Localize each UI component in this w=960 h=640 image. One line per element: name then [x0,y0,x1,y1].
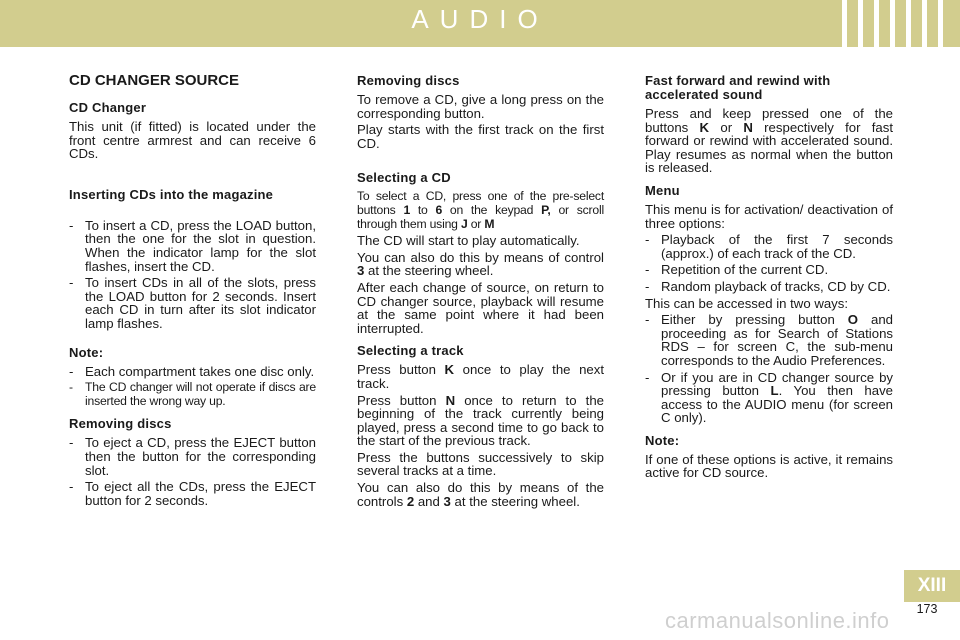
menu-options-list [645,233,893,293]
selecting-track-text: Press button N once to return to the beginning of the track currently being played, press a second time to go back to the start of the previous track. [357,392,604,449]
column-2 [357,74,604,511]
cd-changer-title: CD Changer [69,100,147,115]
header-stripe [922,0,927,47]
list-item: - To eject all the CDs, press the EJECT button for 2 seconds. [69,479,316,508]
list-item: - To eject a CD, press the EJECT button then the button for the corresponding slot. [69,435,316,478]
note-title: Note: [645,432,680,448]
selecting-track-text: Press button K once to play the next track. [357,362,604,391]
cd-changer-text: This unit (if fitted) is located under the front centre armrest and can receive 6 CDs. [69,119,316,162]
removing-text: Play starts with the first track on the first CD. [357,122,604,151]
removing-list [69,436,316,507]
list-item: - Each compartment takes one disc only. [69,363,315,379]
section-heading: CD CHANGER SOURCE [69,72,240,89]
selecting-track-text: You can also do this by means of the controls 2 and 3 at the steering wheel. [357,480,604,509]
chapter-tab: XIII [904,570,960,602]
fast-forward-text: Press and keep pressed one of the buttons K or N respectively for fast forward or rewind with accelerated sound. Play resumes as normal when the button is released. [645,106,893,176]
selecting-track-text: Press the buttons successively to skip several tracks at a time. [357,449,604,479]
list-item: - To insert CDs in all of the slots, press the LOAD button for 2 seconds. Insert each CD in turn after its slot indicator lamp flashes. [69,275,316,331]
header-stripe [874,0,879,47]
removing-title: Removing discs [69,416,172,432]
note-title: Note: [69,344,104,360]
menu-text: This can be accessed in two ways: [645,295,849,311]
header-stripe [906,0,911,47]
selecting-cd-text: After each change of source, on return to CD changer source, playback will resume at the same point where it had been interrupted. [357,279,604,336]
list-item: - Playback of the first 7 seconds (approx.) of each track of the CD. [645,232,893,261]
menu-title: Menu [645,182,680,198]
selecting-cd-text: You can also do this by means of control 3 at the steering wheel. [357,249,604,279]
header-stripe [842,0,847,47]
header-stripe [858,0,863,47]
list-item: - Either by pressing button O and proceeding as for Search of Stations RDS – for screen C, the sub-menu corresponds to the Audio Preferences. [645,312,894,368]
selecting-track-title: Selecting a track [357,343,464,359]
page-title: AUDIO [411,4,549,34]
column-3 [645,74,893,483]
note-text: If one of these options is active, it remains active for CD source. [645,451,893,481]
list-item: - Repetition of the current CD. [645,262,829,278]
note-list [69,365,316,409]
column-1 [69,72,316,510]
list-item: - The CD changer will not operate if discs are inserted the wrong way up. [69,380,316,408]
list-item: - Or if you are in CD changer source by pressing button L. You then have access to the AUDIO menu (for screen C only). [645,369,894,426]
selecting-cd-text: To select a CD, press one of the pre-select buttons 1 to 6 on the keypad P, or scroll through them using J or M [357,189,605,231]
selecting-cd-title: Selecting a CD [357,170,451,186]
fast-forward-title: Fast forward and rewind with accelerated sound [645,73,831,102]
menu-access-list [645,313,893,425]
selecting-cd-text: The CD will start to play automatically. [357,233,580,249]
header-stripe [890,0,895,47]
menu-text: This menu is for activation/ deactivation of three options: [645,201,893,231]
header-banner [0,0,960,47]
removing-title: Removing discs [357,73,460,88]
list-item: - Random playback of tracks, CD by CD. [645,278,891,294]
page-number: 173 [916,602,938,616]
header-stripe [938,0,943,47]
removing-text: To remove a CD, give a long press on the corresponding button. [357,92,604,121]
watermark: carmanualsonline.info [665,608,890,633]
inserting-list [69,219,316,331]
list-item: - To insert a CD, press the LOAD button, then the one for the slot in question. When the indicator lamp for the slot flashes, insert the CD. [69,217,316,274]
inserting-title: Inserting CDs into the magazine [69,186,274,202]
